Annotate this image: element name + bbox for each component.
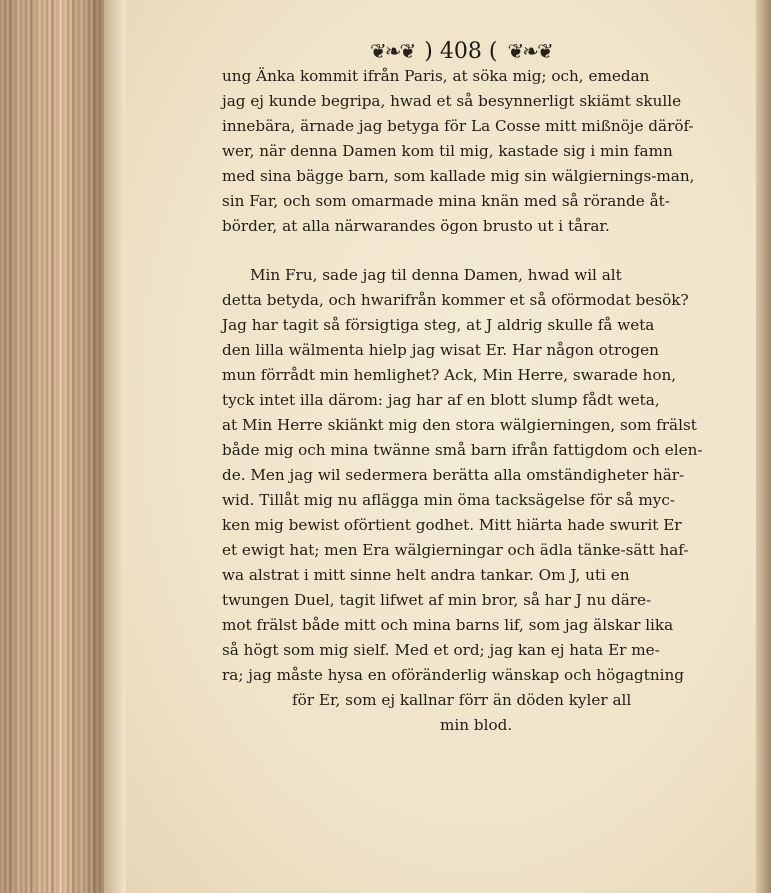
text-line: ra; jag måste hysa en oföränderlig wänskap och högagtning [222, 666, 684, 684]
text-line: twungen Duel, tagit lifwet af min bror, så har J nu däre- [222, 591, 652, 609]
ornament-left: ❦❧❦ [370, 39, 415, 63]
paragraph-1 [222, 64, 737, 239]
text-line: detta betyda, och hwarifrån kommer et så oförmodat besök? [222, 291, 689, 309]
text-line: tyck intet illa därom: jag har af en blott slump fådt weta, [222, 391, 660, 409]
text-line: den lilla wälmenta hielp jag wisat Er. Har någon otrogen [222, 341, 659, 359]
ornament-right: ❦❧❦ [507, 39, 552, 63]
text-line: wer, när denna Damen kom til mig, kastade sig i min famn [222, 142, 673, 160]
body-text [222, 64, 737, 738]
text-line: Min Fru, sade jag til denna Damen, hwad wil alt [250, 266, 622, 284]
text-line: mot frälst både mitt och mina barns lif, som jag älskar lika [222, 616, 674, 634]
text-line: ung Änka kommit ifrån Paris, at söka mig; och, emedan [222, 67, 650, 85]
text-line: så högt som mig sielf. Med et ord; jag kan ej hata Er me- [222, 641, 660, 659]
text-line: sin Far, och som omarmade mina knän med så rörande åt- [222, 192, 670, 210]
text-line: Jag har tagit så försigtiga steg, at J aldrig skulle få weta [222, 316, 655, 334]
text-line: innebära, ärnade jag betyga för La Cosse mitt mißnöje däröf- [222, 117, 694, 135]
paragraph-gap [222, 239, 737, 263]
paragraph-2 [222, 263, 737, 738]
page-gutter [104, 0, 126, 893]
text-line: at Min Herre skiänkt mig den stora wälgierningen, som frälst [222, 416, 697, 434]
closing-line-1: för Er, som ej kallnar förr än döden kyler all [292, 691, 632, 709]
text-line: börder, at alla närwarandes ögon brusto ut i tårar. [222, 217, 610, 235]
text-line: ken mig bewist oförtient godhet. Mitt hiärta hade swurit Er [222, 516, 682, 534]
text-line: med sina bägge barn, som kallade mig sin wälgiernings-man, [222, 167, 695, 185]
text-line: wid. Tillåt mig nu aflägga min öma tacksägelse för så myc- [222, 491, 676, 509]
text-line: mun förrådt min hemlighet? Ack, Min Herre, swarade hon, [222, 366, 677, 384]
spine-shadow [0, 0, 104, 893]
text-line: wa alstrat i mitt sinne helt andra tankar. Om J, uti en [222, 566, 630, 584]
closing-line-2: min blod. [440, 716, 513, 734]
page-number: ) 408 ( [424, 38, 498, 64]
text-line: de. Men jag wil sedermera berätta alla omständigheter här- [222, 466, 685, 484]
text-line: både mig och mina twänne små barn ifrån fattigdom och elen- [222, 441, 703, 459]
page-header [370, 36, 610, 66]
page-right-edge [756, 0, 771, 893]
text-line: jag ej kunde begripa, hwad et så besynnerligt skiämt skulle [222, 92, 682, 110]
text-line: et ewigt hat; men Era wälgierningar och ädla tänke-sätt haf- [222, 541, 689, 559]
